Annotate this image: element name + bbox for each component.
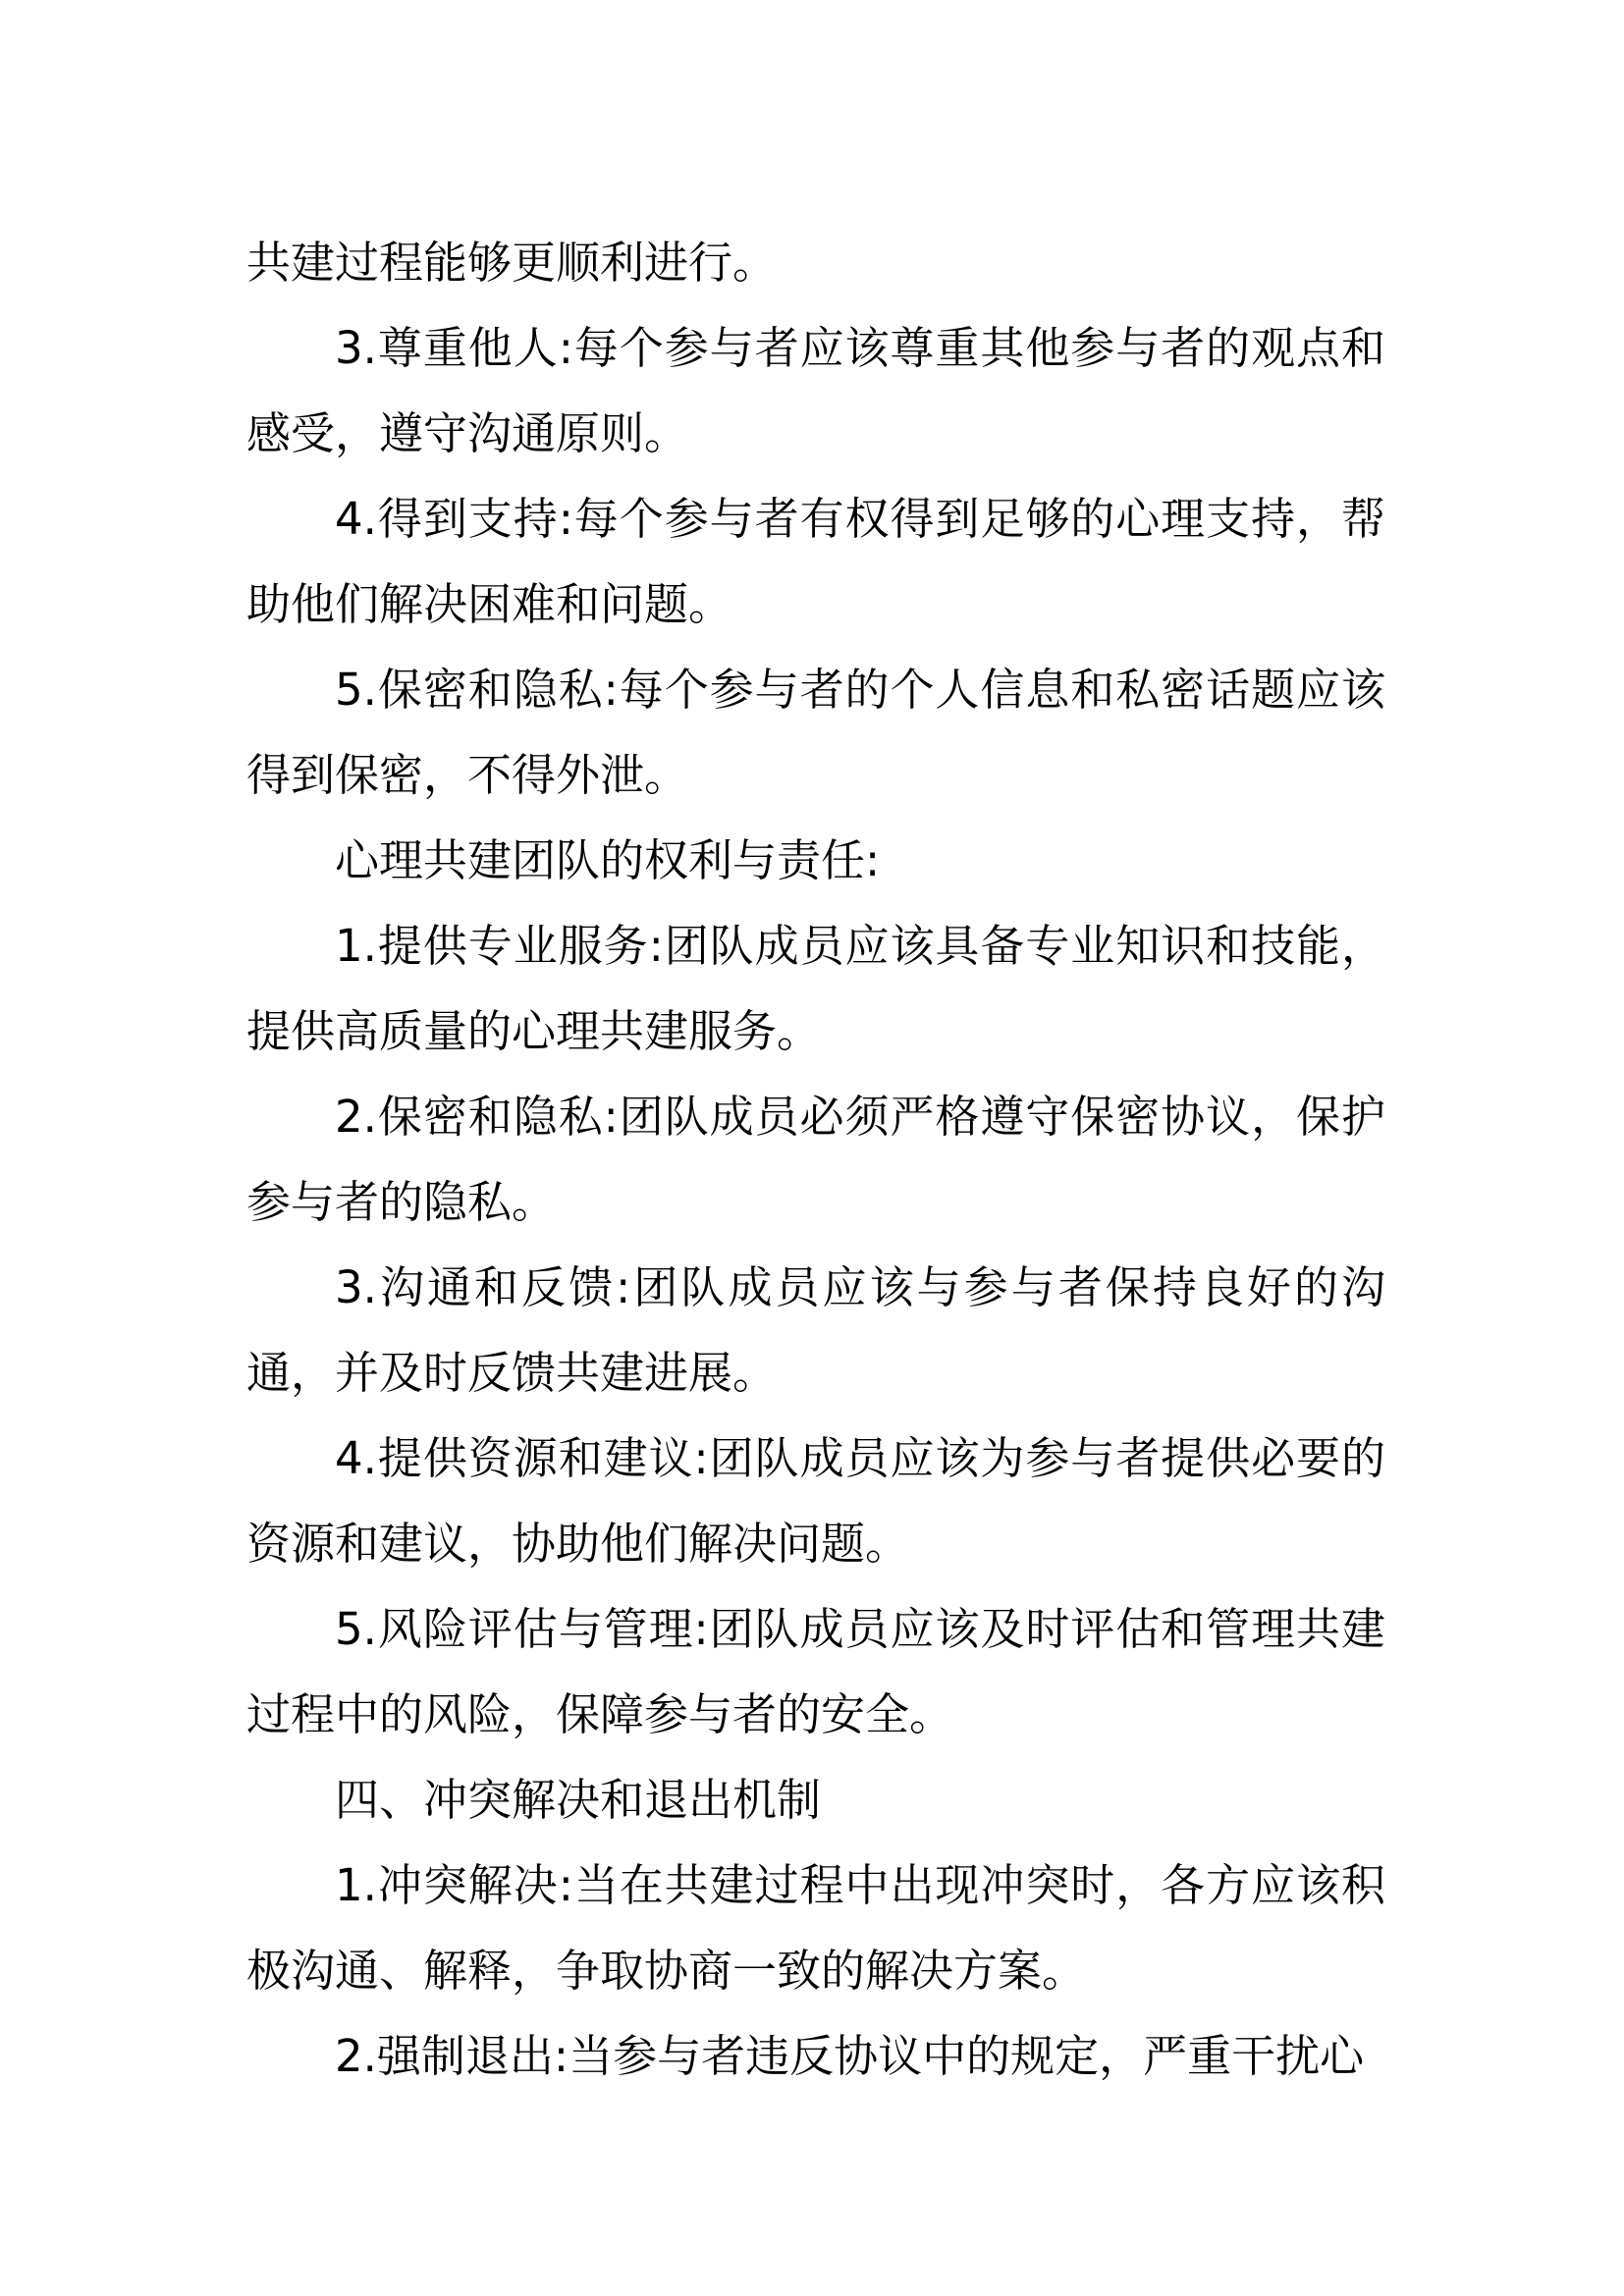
document-body [246,220,1385,2099]
paragraph-participant-right-3: 3.尊重他人:每个参与者应该尊重其他参与者的观点和感受，遵守沟通原则。 [246,322,1385,459]
paragraph-continuation: 共建过程能够更顺利进行。 [246,237,778,289]
section-heading-conflict: 四、冲突解决和退出机制 [335,1774,822,1826]
paragraph-team-duty-4: 4.提供资源和建议:团队成员应该为参与者提供必要的资源和建议，协助他们解决问题。 [246,1432,1385,1570]
paragraph-team-duty-5: 5.风险评估与管理:团队成员应该及时评估和管理共建过程中的风险，保障参与者的安全。 [246,1603,1385,1740]
paragraph-team-duty-3: 3.沟通和反馈:团队成员应该与参与者保持良好的沟通，并及时反馈共建进展。 [246,1261,1385,1399]
paragraph-team-duty-1: 1.提供专业服务:团队成员应该具备专业知识和技能，提供高质量的心理共建服务。 [246,920,1385,1057]
paragraph-participant-right-5: 5.保密和隐私:每个参与者的个人信息和私密话题应该得到保密，不得外泄。 [246,664,1385,801]
section-heading-team-rights: 心理共建团队的权利与责任: [335,834,881,886]
paragraph-participant-right-4: 4.得到支持:每个参与者有权得到足够的心理支持，帮助他们解决困难和问题。 [246,493,1385,630]
paragraph-team-duty-2: 2.保密和隐私:团队成员必须严格遵守保密协议，保护参与者的隐私。 [246,1091,1385,1228]
paragraph-conflict-2: 2.强制退出:当参与者违反协议中的规定，严重干扰心 [335,2030,1365,2082]
paragraph-conflict-1: 1.冲突解决:当在共建过程中出现冲突时，各方应该积极沟通、解释，争取协商一致的解决方案。 [246,1859,1385,1997]
